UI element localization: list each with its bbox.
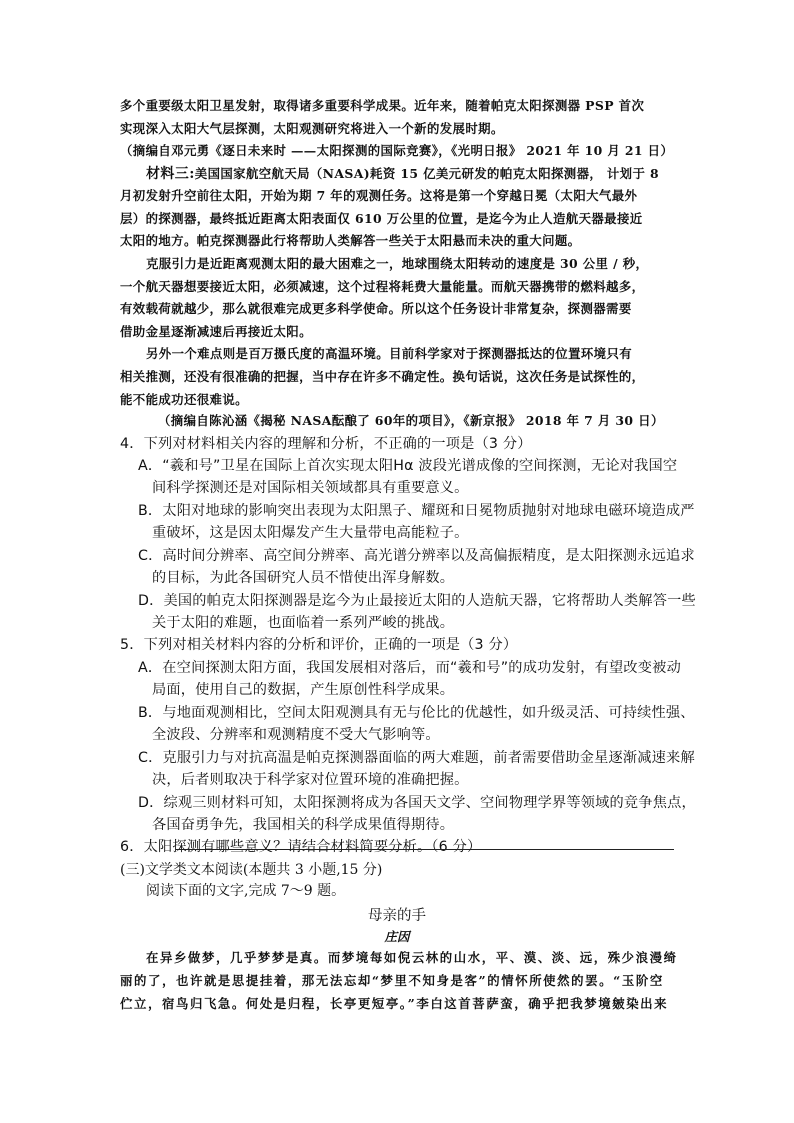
material3-source: （摘编自陈沁涵《揭秘 NASA酝酿了 60年的项目》，《新京报》 2018 年 7 月 30 日） [158, 413, 664, 428]
q4-option-c-line-2: 的目标，为此各国研究人员不惜使出浑身解数。 [152, 570, 455, 586]
q5-option-b-line-1: B．与地面观测相比，空间太阳观测具有无与伦比的优越性，如升级灵活、可持续性强、 [138, 705, 695, 721]
story-author: 庄因 [384, 929, 410, 944]
story-line-2: 丽的了，也许就是思提挂着，那无法忘却“梦里不知身是客”的情怀所使然的罢。“玉阶空 [120, 973, 664, 988]
material3-p1-line-3: 层）的探测器，最终抵近距离太阳表面仅 610 万公里的位置，是迄今为止人造航天器最接近 [120, 211, 643, 226]
q5-option-a-line-2: 局面，使用自己的数据，产生原创性科学成果。 [152, 682, 455, 698]
material3-p3-line-2: 相关推测，还没有很准确的把握，当中存在许多不确定性。换句话说，这次任务是试探性的， [120, 369, 645, 384]
material2-line-2: 实现深入太阳大气层探测，太阳观测研究将进入一个新的发展时期。 [120, 121, 504, 136]
q5-stem: 5．下列对相关材料内容的分析和评价，正确的一项是（3 分） [120, 637, 518, 653]
q5-option-a-line-1: A．在空间探测太阳方面，我国发展相对落后，而“羲和号”的成功发射，有望改变被动 [138, 660, 681, 676]
q4-option-a-line-1: A．“羲和号”卫星在国际上首次实现太阳Hα 波段光谱成像的空间探测，无论对我国空 [138, 458, 678, 474]
q4-stem: 4．下列对材料相关内容的理解和分析，不正确的一项是（3 分） [120, 436, 532, 452]
material3-p3-line-1: 另外一个难点则是百万摄氏度的高温环境。目前科学家对于探测器抵达的位置环境只有 [146, 346, 633, 361]
q4-option-d-line-2: 关于太阳的难题，也面临着一系列严峻的挑战。 [152, 615, 455, 631]
section3-instruction: 阅读下面的文字,完成 7～9 题。 [146, 883, 346, 899]
material3-p2-line-4: 借助金星逐渐减速后再接近太阳。 [120, 324, 312, 339]
q4-option-a-line-2: 间科学探测还是对国际相关领域都具有重要意义。 [152, 480, 469, 496]
q6-stem: 6．太阳探测有哪些意义？请结合材料简要分析。（6 分） [120, 839, 482, 855]
section3-heading: (三)文学类文本阅读(本题共 3 小题,15 分) [120, 862, 383, 878]
story-line-1: 在异乡做梦，几乎梦梦是真。而梦境每如倪云林的山水，平、漠、淡、远，殊少浪漫绮 [146, 950, 678, 965]
material3-p1-line-2: 月初发射升空前往太阳，开始为期 7 年的观测任务。这将是第一个穿越日冕（太阳大气最外 [120, 188, 638, 203]
q5-option-d-line-2: 各国奋勇争先，我国相关的科学成果值得期待。 [152, 817, 455, 833]
material3-p1-line-4: 太阳的地方。帕克探测器此行将帮助人类解答一些关于太阳悬而未决的重大问题。 [120, 233, 581, 248]
material3-p2-line-1: 克服引力是近距离观测太阳的最大困难之一，地球围绕太阳转动的速度是 30 公里 / 秒， [146, 256, 649, 271]
material2-line-1: 多个重要级太阳卫星发射，取得诸多重要科学成果。近年来，随着帕克太阳探测器 PSP 首次 [120, 98, 645, 113]
q4-option-d-line-1: D．美国的帕克太阳探测器是迄今为止最接近太阳的人造航天器，它将帮助人类解答一些 [138, 593, 696, 609]
material3-p2-line-3: 有效载荷就越少，那么就很难完成更多科学使命。所以这个任务设计非常复杂，探测器需要 [120, 301, 632, 316]
material3-first-line [146, 163, 659, 183]
q5-option-c-line-1: C．克服引力与对抗高温是帕克探测器面临的两大难题，前者需要借助金星逐渐减速来解 [138, 750, 695, 766]
material3-label: 材料三: [146, 166, 195, 182]
material3-p3-line-3: 能不能成功还很难说。 [120, 392, 248, 407]
material2-source: （摘编自邓元勇《逐日未来时 ——太阳探测的国际竞赛》，《光明日报》 2021 年 10 月 21 日） [120, 143, 674, 158]
q4-option-b-line-1: B．太阳对地球的影响突出表现为太阳黑子、耀斑和日冕物质抛射对地球电磁环境造成严 [138, 503, 695, 519]
q4-option-b-line-2: 重破坏，这是因太阳爆发产生大量带电高能粒子。 [152, 525, 469, 541]
story-line-3: 伫立，宿鸟归飞急。何处是归程，长亭更短亭。”李白这首菩萨蛮，确乎把我梦境皴染出来 [120, 996, 669, 1011]
material3-p1-line-1: 美国国家航空航天局（NASA)耗资 15 亿美元研发的帕克太阳探测器， 计划于 8 [194, 166, 659, 181]
story-title: 母亲的手 [368, 908, 426, 924]
q5-option-c-line-2: 决，后者则取决于科学家对位置环境的准确把握。 [152, 772, 469, 788]
q5-option-d-line-1: D．综观三则材料可知，太阳探测将成为各国天文学、空间物理学界等领域的竞争焦点， [138, 795, 696, 811]
material3-p2-line-2: 一个航天器想要接近太阳，必须减速，这个过程将耗费大量能量。而航天器携带的燃料越多， [120, 279, 645, 294]
q5-option-b-line-2: 全波段、分辨率和观测精度不受大气影响等。 [152, 727, 440, 743]
section-divider [176, 849, 674, 850]
q4-option-c-line-1: C．高时间分辨率、高空间分辨率、高光谱分辨率以及高偏振精度，是太阳探测永远追求 [138, 548, 695, 564]
